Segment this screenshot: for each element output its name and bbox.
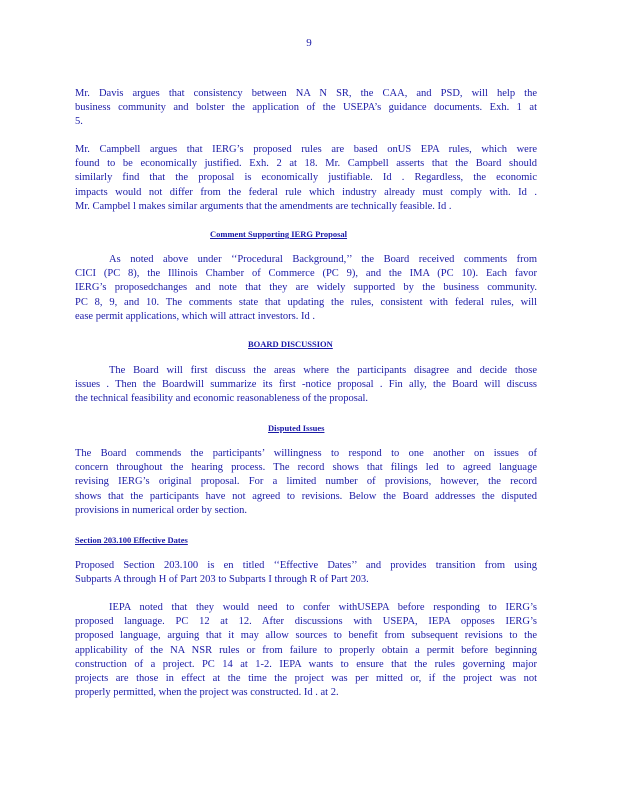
text-line: proposed language, arguing that it may allow sources to benefit from subsequent revisions to the — [75, 630, 537, 642]
heading-comment-supporting: Comment Supporting IERG Proposal — [210, 229, 348, 239]
text-line: applicability of the NA NSR rules or from failure to properly obtain a permit before beginning — [75, 644, 537, 656]
heading-section-203: Section 203.100 Effective Dates — [75, 535, 188, 545]
paragraph-comments — [75, 253, 537, 324]
text-line: projects are those in effect at the time the project was per mitted or, if the project was not — [75, 673, 537, 685]
text-line: CICI (PC 8), the Illinois Chamber of Commerce (PC 9), and the IMA (PC 10). Each favor — [75, 268, 537, 280]
paragraph-iepa — [75, 601, 537, 700]
text-line: The Board commends the participants’ willingness to respond to one another on issues of — [75, 448, 537, 459]
paragraph-disputed — [75, 447, 537, 518]
text-line: found to be economically justified. Exh. 2 at 18. Mr. Campbell asserts that the Board should — [75, 158, 537, 170]
text-line: IEPA noted that they would need to confer withUSEPA before responding to IERG’s — [109, 602, 537, 613]
text-line: concern throughout the hearing process. The record shows that filings led to agreed language — [75, 462, 537, 474]
paragraph-davis — [75, 87, 537, 130]
text-line: Proposed Section 203.100 is en titled ‘‘Effective Dates’’ and provides transition from using — [75, 560, 537, 571]
paragraph-campbell — [75, 143, 537, 214]
text-line: issues . Then the Boardwill summarize its first -notice proposal . Fin ally, the Board will discuss — [75, 379, 537, 391]
text-line: proposed language. PC 12 at 12. After discussions with USEPA, IEPA opposes IERG’s — [75, 616, 537, 628]
text-line: the technical feasibility and economic reasonableness of the proposal. — [75, 393, 369, 405]
text-line: PC 8, 9, and 10. The comments state that updating the rules, consistent with federal rules, will — [75, 296, 537, 308]
paragraph-section-203 — [75, 559, 537, 587]
text-line: provisions in numerical order by section. — [75, 504, 248, 516]
text-line: As noted above under ‘‘Procedural Background,’’ the Board received comments from — [109, 254, 537, 265]
text-line: The Board will first discuss the areas where the participants disagree and decide those — [109, 365, 537, 376]
heading-disputed-issues: Disputed Issues — [268, 423, 325, 433]
text-line: similarly find that the proposal is economically justifiable. Id . Regardless, the economic — [75, 172, 537, 184]
text-line: Mr. Campbell argues that IERG’s proposed rules are based onUS EPA rules, which were — [75, 144, 537, 155]
text-line: revising IERG’s original proposal. For a limited number of provisions, however, the record — [75, 476, 537, 488]
text-line: IERG’s proposedchanges and note that they are widely supported by the business community. — [75, 282, 537, 294]
text-line: ease permit applications, which will attract investors. Id . — [75, 310, 315, 322]
text-line: Subparts A through H of Part 203 to Subparts I through R of Part 203. — [75, 574, 369, 586]
heading-board-discussion: BOARD DISCUSSION — [248, 339, 333, 349]
text-line: 5. — [75, 116, 83, 128]
paragraph-discussion — [75, 364, 537, 407]
text-line: business community and bolster the application of the USEPA’s guidance documents. Exh. 1 at — [75, 102, 537, 114]
text-line: Mr. Davis argues that consistency between NA N SR, the CAA, and PSD, will help the — [75, 88, 537, 99]
text-line: Mr. Campbel l makes similar arguments that the amendments are technically feasible. Id . — [75, 200, 452, 212]
text-line: properly permitted, when the project was constructed. Id . at 2. — [75, 687, 339, 699]
text-line: impacts would not differ from the federal rule which industry already must comply with. Id . — [75, 186, 537, 198]
text-line: construction of a project. PC 14 at 1-2. IEPA wants to ensure that the rules governing major — [75, 658, 537, 670]
text-line: shows that the participants have not agreed to revisions. Below the Board addresses the disputed — [75, 490, 537, 502]
page-number: 9 — [306, 37, 312, 49]
